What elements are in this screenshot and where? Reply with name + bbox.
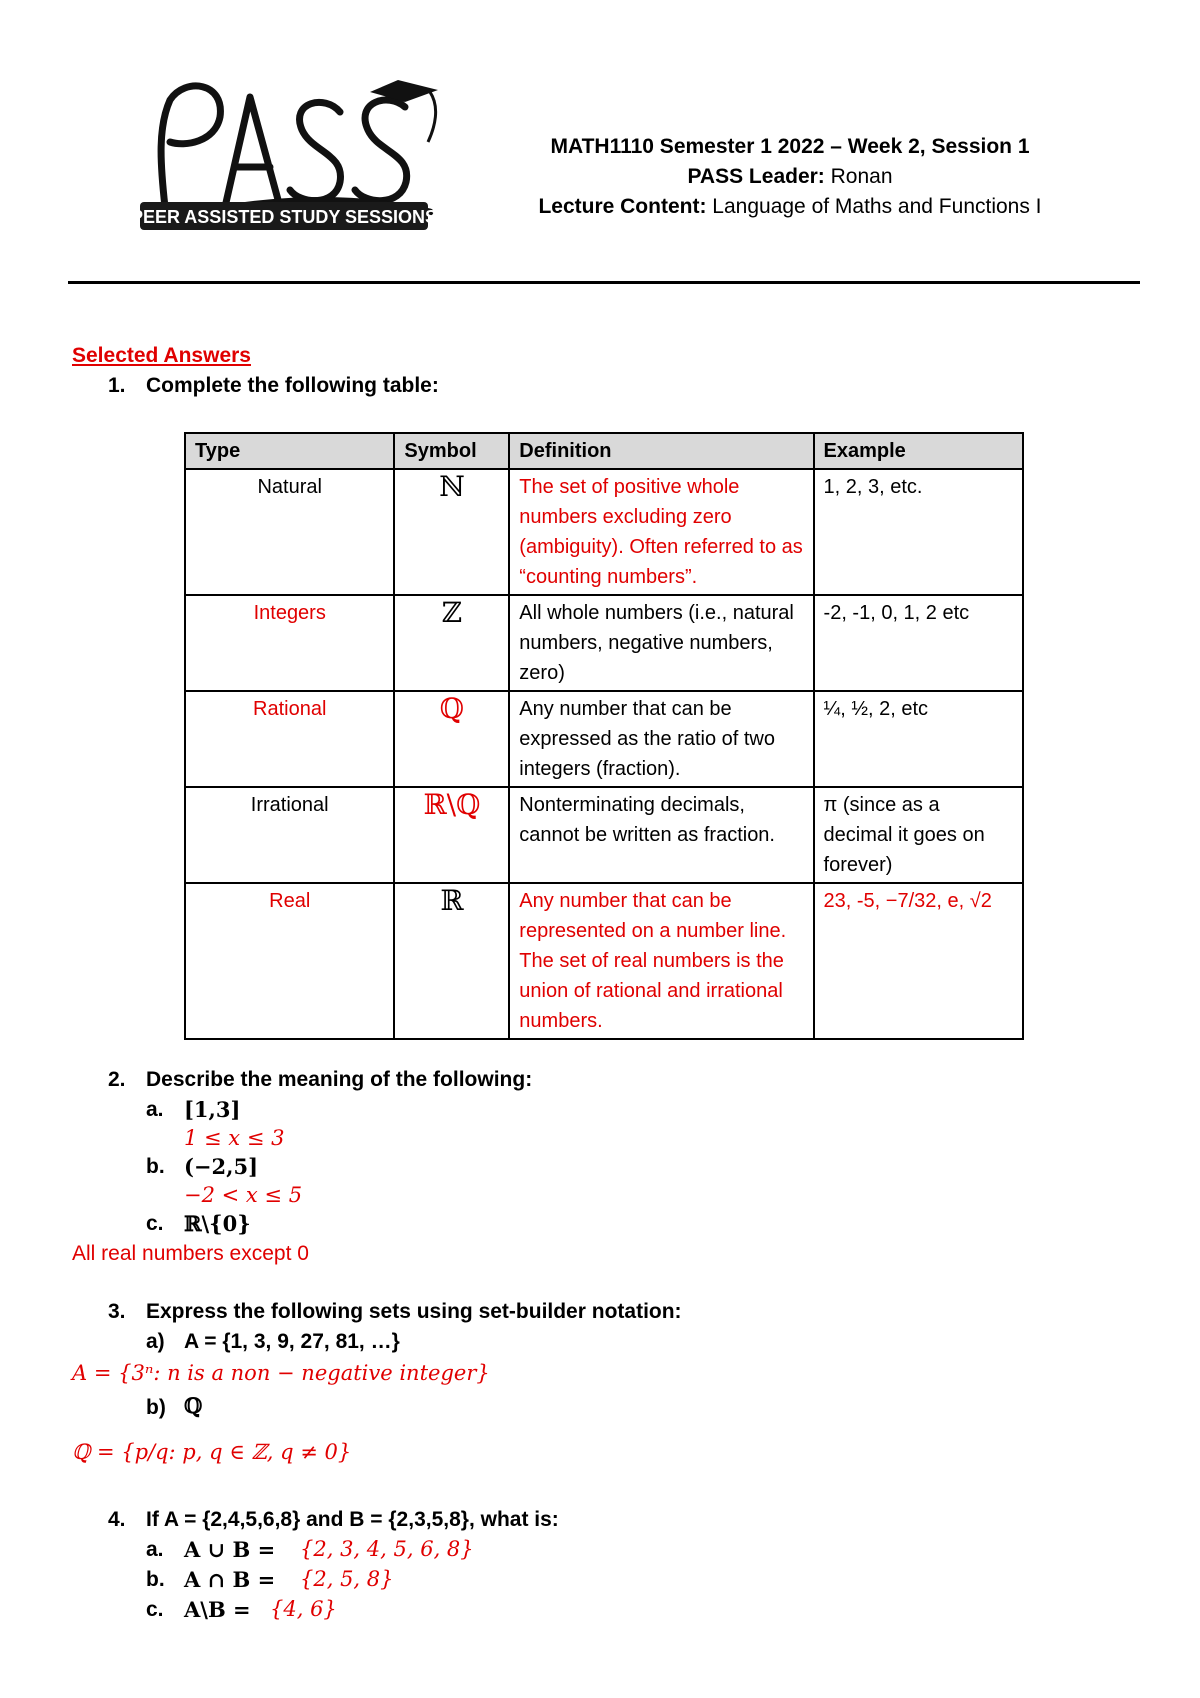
- question-number: 4.: [108, 1508, 126, 1531]
- symbol-cell: ℚ: [394, 691, 509, 787]
- set-expression: ℝ\{0}: [184, 1211, 251, 1236]
- set-answer: All real numbers except 0: [72, 1242, 309, 1265]
- header-divider: [68, 281, 1140, 284]
- definition-cell: Any number that can be represented on a number line. The set of real numbers is the union of rational and irrational numbers.: [509, 883, 813, 1039]
- set-builder-answer: ℚ = {p/q: p, q ∈ ℤ, q ≠ 0}: [72, 1440, 352, 1464]
- lecture-content-value: Language of Maths and Functions I: [712, 195, 1042, 218]
- type-cell: Natural: [185, 469, 394, 595]
- example-cell: π (since as a decimal it goes on forever): [814, 787, 1023, 883]
- definition-cell: Nonterminating decimals, cannot be written as fraction.: [509, 787, 813, 883]
- part-label: c.: [146, 1598, 164, 1621]
- header-symbol: Symbol: [394, 433, 509, 469]
- table-row: [185, 469, 1023, 595]
- question-number: 3.: [108, 1300, 126, 1323]
- question-text: Describe the meaning of the following:: [146, 1068, 533, 1091]
- lecture-content-label: Lecture Content:: [538, 195, 707, 218]
- type-cell: Rational: [185, 691, 394, 787]
- interval-answer: 1 ≤ x ≤ 3: [184, 1126, 285, 1150]
- interval-answer: −2 < x ≤ 5: [184, 1183, 303, 1207]
- example-cell: ¼, ½, 2, etc: [814, 691, 1023, 787]
- operation-answer: {2, 3, 4, 5, 6, 8}: [300, 1537, 474, 1561]
- header-example: Example: [814, 433, 1023, 469]
- definition-cell: All whole numbers (i.e., natural numbers, negative numbers, zero): [509, 595, 813, 691]
- lecture-content-line: [520, 192, 1060, 222]
- table-row: [185, 691, 1023, 787]
- symbol-cell: ℤ: [394, 595, 509, 691]
- table-row: [185, 787, 1023, 883]
- symbol-cell: ℕ: [394, 469, 509, 595]
- symbol-cell: ℝ: [394, 883, 509, 1039]
- part-label: b.: [146, 1155, 165, 1178]
- symbol-cell: ℝ\ℚ: [394, 787, 509, 883]
- question-text: Complete the following table:: [146, 374, 439, 397]
- type-cell: Real: [185, 883, 394, 1039]
- header-type: Type: [185, 433, 394, 469]
- pass-leader-label: PASS Leader:: [687, 165, 825, 188]
- table-header-row: [185, 433, 1023, 469]
- header-definition: Definition: [509, 433, 813, 469]
- operation-expression: A ∩ B =: [184, 1567, 276, 1592]
- logo-banner: PEER ASSISTED STUDY SESSIONS: [130, 207, 438, 227]
- interval-expression: [1,3]: [184, 1097, 241, 1122]
- example-cell: 23, -5, −7/32, e, √2: [814, 883, 1023, 1039]
- session-header: [520, 132, 1060, 222]
- definition-cell: The set of positive whole numbers excluding zero (ambiguity). Often referred to as “counting numbers”.: [509, 469, 813, 595]
- part-label: a): [146, 1330, 165, 1353]
- pass-leader-line: [520, 162, 1060, 192]
- set-expression: ℚ: [184, 1393, 203, 1418]
- operation-answer: {2, 5, 8}: [300, 1567, 394, 1591]
- question-number: 1.: [108, 374, 126, 397]
- part-label: b.: [146, 1568, 165, 1591]
- pass-leader-name: Ronan: [830, 165, 893, 188]
- number-sets-table: [184, 432, 1024, 1040]
- operation-answer: {4, 6}: [270, 1597, 337, 1621]
- table-row: [185, 883, 1023, 1039]
- part-label: c.: [146, 1212, 164, 1235]
- example-cell: 1, 2, 3, etc.: [814, 469, 1023, 595]
- operation-expression: A ∪ B =: [184, 1537, 276, 1562]
- part-label: b): [146, 1396, 166, 1419]
- operation-expression: A\B =: [184, 1597, 251, 1622]
- part-label: a.: [146, 1098, 164, 1121]
- part-label: a.: [146, 1538, 164, 1561]
- set-builder-answer: A = {3ⁿ: n is a non − negative integer}: [72, 1361, 490, 1385]
- question-number: 2.: [108, 1068, 126, 1091]
- definition-cell: Any number that can be expressed as the ratio of two integers (fraction).: [509, 691, 813, 787]
- interval-expression: (−2,5]: [184, 1154, 259, 1179]
- question-text: Express the following sets using set-builder notation:: [146, 1300, 682, 1323]
- example-cell: -2, -1, 0, 1, 2 etc: [814, 595, 1023, 691]
- set-expression: A = {1, 3, 9, 27, 81, …}: [184, 1330, 400, 1353]
- pass-logo: [130, 72, 470, 247]
- course-title: MATH1110 Semester 1 2022 – Week 2, Session 1: [550, 135, 1030, 158]
- type-cell: Irrational: [185, 787, 394, 883]
- table-row: [185, 595, 1023, 691]
- question-text: If A = {2,4,5,6,8} and B = {2,3,5,8}, what is:: [146, 1508, 559, 1531]
- section-title: Selected Answers: [72, 344, 251, 367]
- type-cell: Integers: [185, 595, 394, 691]
